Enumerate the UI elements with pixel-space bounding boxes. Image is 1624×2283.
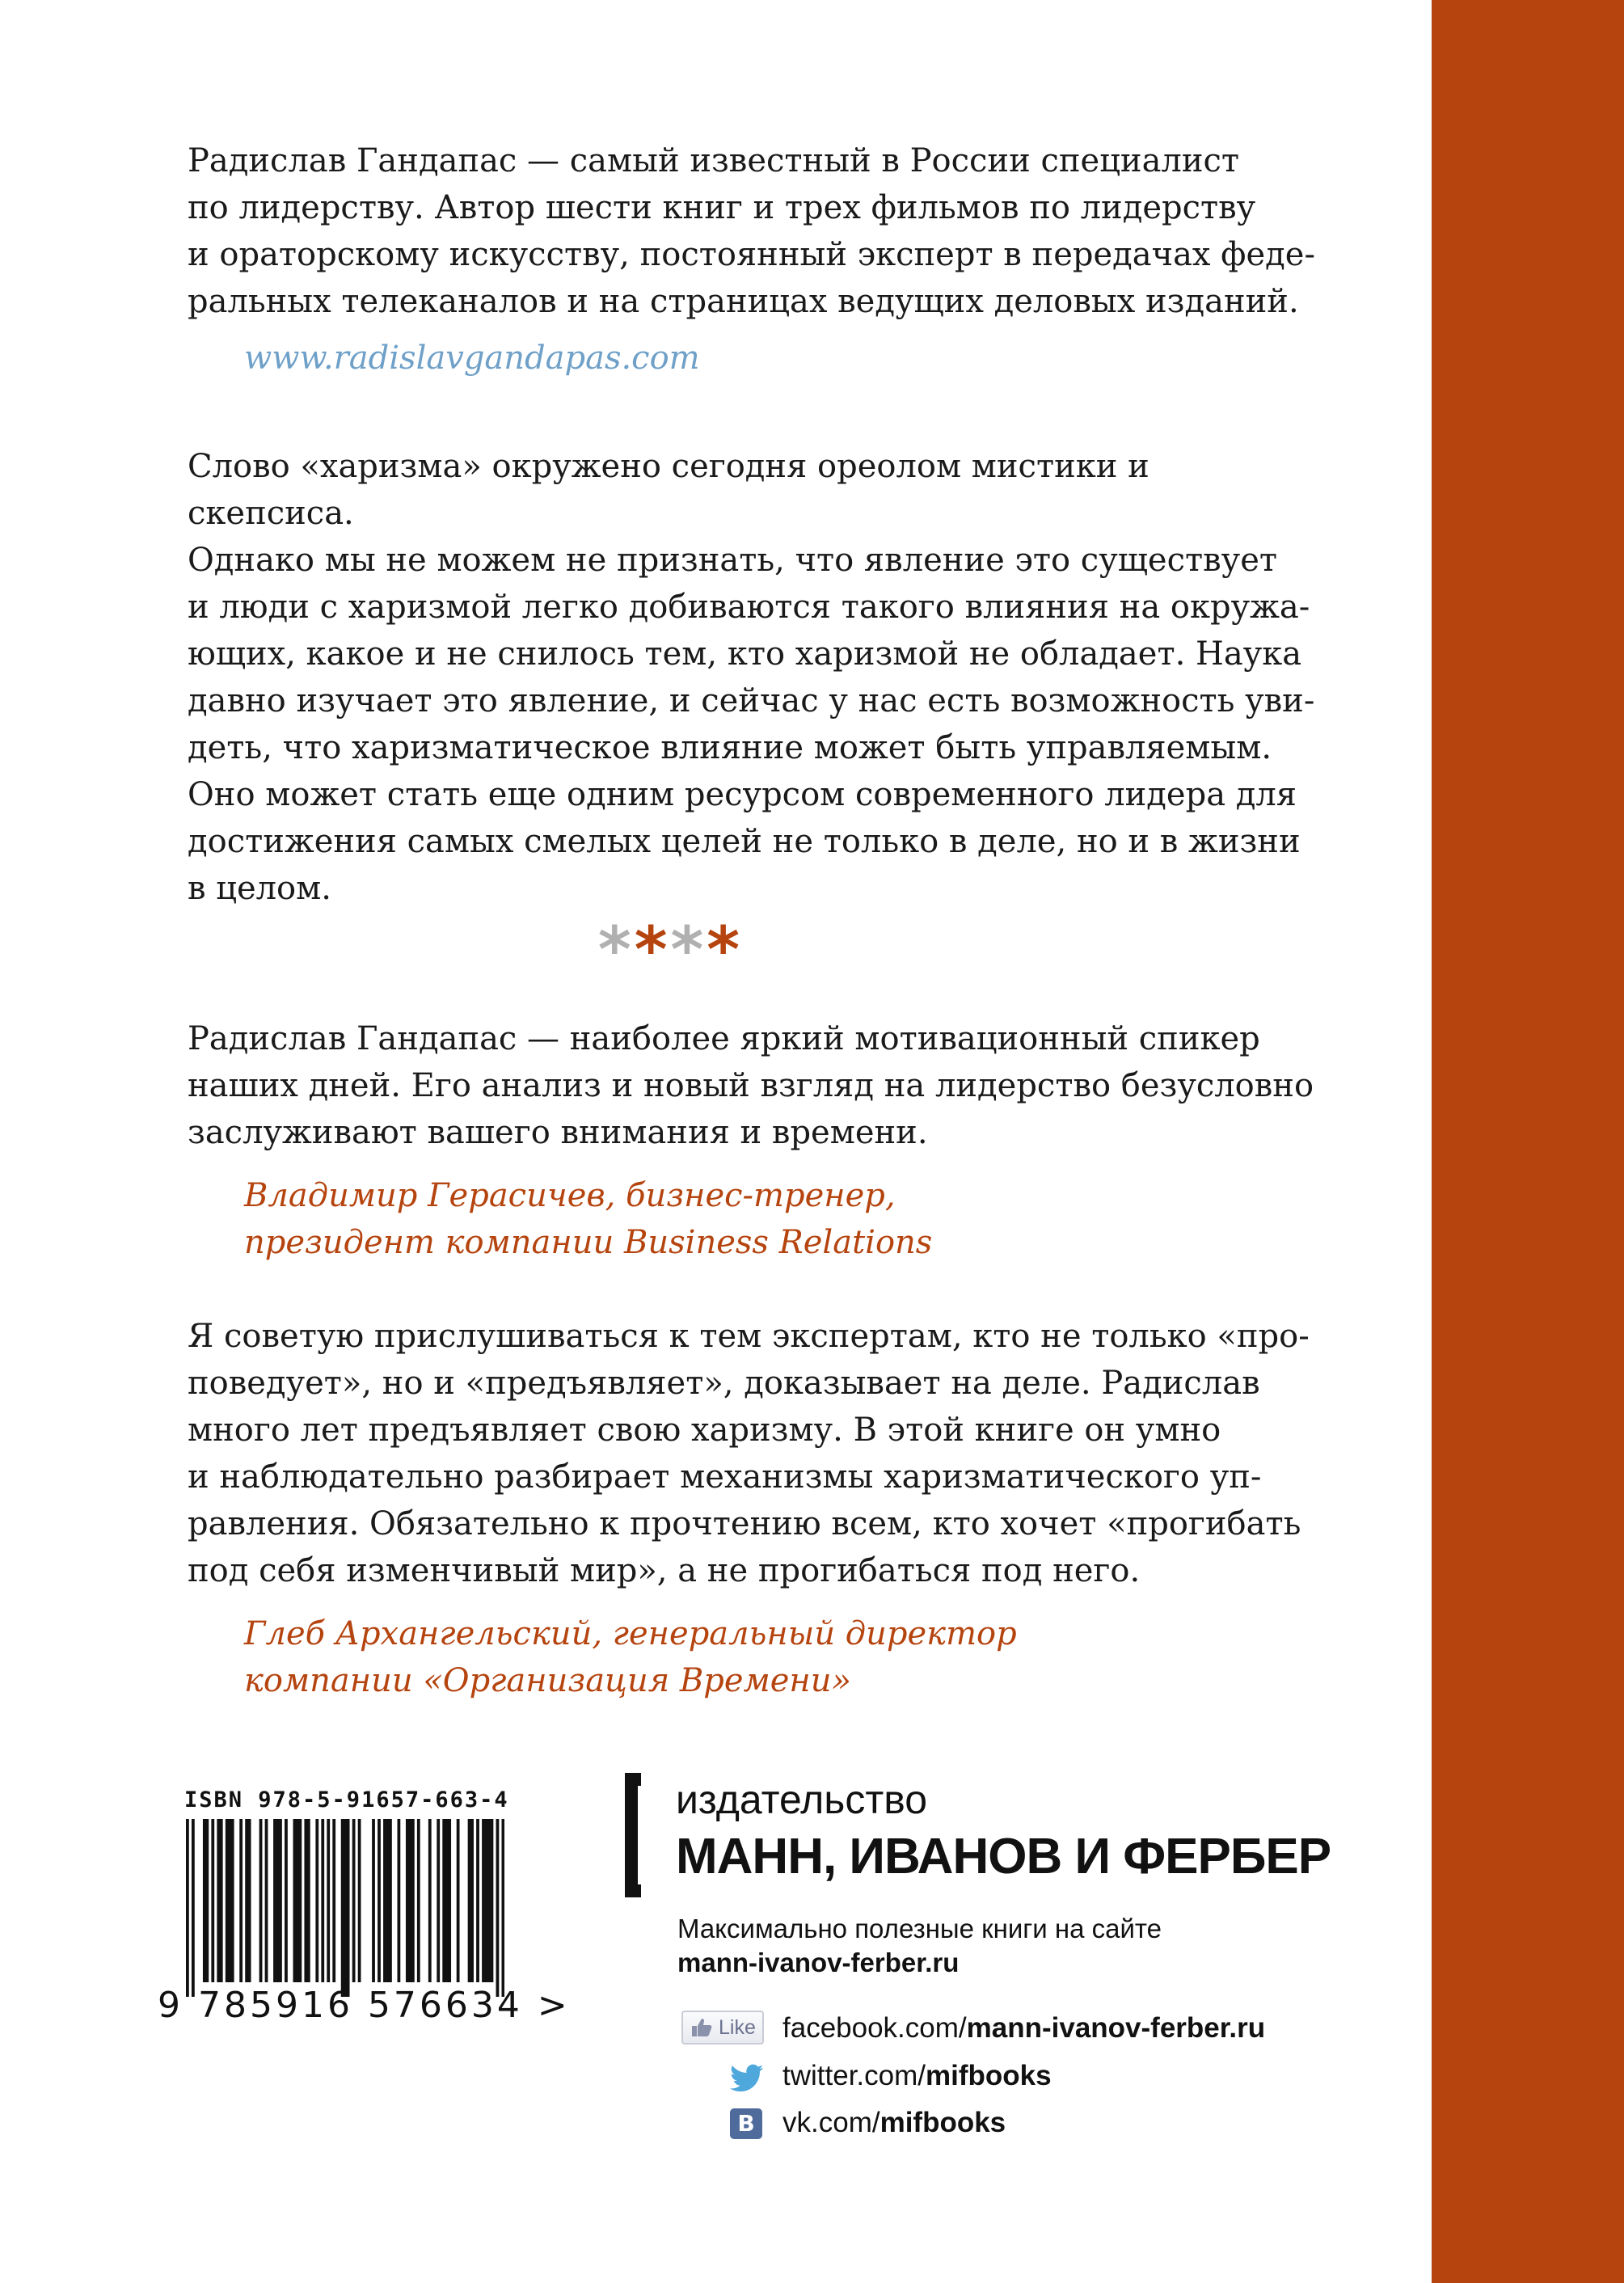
facebook-prefix: facebook.com/	[782, 2012, 967, 2044]
barcode-bar	[298, 1819, 302, 1982]
barcode-bar	[502, 1819, 504, 1997]
facebook-like-button[interactable]	[681, 2011, 764, 2045]
barcode-bar	[378, 1819, 381, 1982]
twitter-link[interactable]	[782, 2059, 1052, 2093]
barcode-bar	[417, 1819, 420, 1982]
publisher-caption: издательство	[676, 1777, 928, 1822]
author-website-link[interactable]: www.radislavgandapas.com	[244, 340, 700, 377]
barcode-bar	[437, 1819, 440, 1982]
barcode-bar	[276, 1819, 280, 1982]
barcode-bar	[332, 1819, 335, 1982]
barcode-bar	[358, 1819, 361, 1982]
barcode-bar	[307, 1819, 310, 1982]
twitter-handle: mifbooks	[925, 2060, 1052, 2091]
barcode-bar	[273, 1819, 276, 1982]
vk-link[interactable]	[782, 2106, 1006, 2140]
barcode-bar	[226, 1819, 229, 1982]
barcode-bar	[285, 1819, 288, 1982]
barcode-bar	[408, 1819, 411, 1982]
facebook-like-icon	[690, 2017, 713, 2038]
barcode-bar	[445, 1819, 449, 1982]
review-author-2: Глеб Архангельский, генеральный директор компании «Организация Времени»	[244, 1615, 1017, 1699]
back-cover-text	[188, 137, 1319, 1704]
barcode-bar	[485, 1819, 488, 1982]
barcode-bar	[239, 1819, 243, 1982]
barcode-bar	[383, 1819, 386, 1982]
review-text-1: Радислав Гандапас — наиболее яркий мотивационный спикер наших дней. Его анализ и новый взгляд на лидерство безусловно заслуживают вашего внимания и времени.	[188, 1020, 1314, 1151]
author-bio: Радислав Гандапас — самый известный в России специалист по лидерству. Автор шести книг и трех фильмов по лидерству и ораторскому искусству, постоянный эксперт в передачах феде- ральных телеканалов и на страницах ведущих деловых изданий.	[188, 142, 1315, 320]
barcode-bar	[327, 1819, 330, 1982]
star-divider-icon: *	[634, 914, 671, 987]
review-author-1: Владимир Герасичев, бизнес-тренер, президент компании Business Relations	[244, 1177, 933, 1261]
star-divider-icon: *	[670, 914, 707, 987]
barcode-bar	[315, 1819, 318, 1982]
barcode-bar	[411, 1819, 415, 1982]
vk-icon: В	[730, 2108, 762, 2139]
facebook-handle: mann-ivanov-ferber.ru	[966, 2012, 1266, 2044]
barcode-bar	[386, 1819, 390, 1982]
publisher-name: МАНН, ИВАНОВ И ФЕРБЕР	[676, 1829, 1331, 1884]
like-label: Like	[719, 2016, 756, 2039]
barcode-digits: 9 785916 576634 >	[158, 1985, 571, 2026]
barcode-bar	[259, 1819, 263, 1982]
barcode-bar	[265, 1819, 268, 1982]
barcode-bar	[457, 1819, 460, 1982]
publisher-website-link[interactable]: mann-ivanov-ferber.ru	[677, 1948, 960, 1977]
facebook-link[interactable]	[782, 2011, 1265, 2045]
barcode-bar	[496, 1819, 500, 1997]
spine-color-band	[1432, 0, 1624, 2283]
publisher-bracket-icon	[625, 1773, 641, 1897]
barcode-bar	[468, 1819, 471, 1982]
twitter-bird-icon	[730, 2064, 764, 2093]
barcode-bar	[389, 1819, 392, 1982]
vk-handle: mifbooks	[879, 2107, 1006, 2138]
barcode-bar	[228, 1819, 231, 1982]
barcode-bar	[186, 1819, 189, 1997]
barcode-bar	[487, 1819, 491, 1982]
barcode-bar	[470, 1819, 474, 1982]
book-description: Слово «харизма» окружено сегодня ореолом мистики и скепсиса. Однако мы не можем не признать, что явление это существует и люди с харизмой легко добиваются такого влияния на окружа- ющих, какое и не снилось тем, кто харизмой не обладает. Наука давно изучает это явление, и сейчас у нас есть возможность уви- деть, что харизматическое влияние может быть управляемым. Оно может стать еще одним ресурсом современного лидера для достижения самых смелых целей не только в деле, но и в жизни в целом.	[188, 448, 1315, 907]
isbn-label: ISBN 978-5-91657-663-4	[184, 1787, 509, 1812]
barcode-bar	[217, 1819, 220, 1982]
barcode-bar	[245, 1819, 248, 1982]
barcode-bar	[321, 1819, 324, 1982]
review-text-2: Я советую прислушиваться к тем экспертам, кто не только «про- поведует», но и «предъявляет», доказывает на деле. Радислав много лет предъявляет свою харизму. В этой книге он умно и наблюдательно разбирает механизмы харизматического уп- равления. Обязательно к прочтению всем, кто хочет «прогибать под себя изменчивый мир», а не прогибаться под него.	[188, 1318, 1310, 1589]
publisher-tagline: Максимально полезные книги на сайте	[677, 1914, 1162, 1943]
barcode-bar	[398, 1819, 401, 1982]
star-divider-icon: *	[707, 914, 744, 987]
vk-prefix: vk.com/	[782, 2107, 880, 2138]
barcode-bar	[442, 1819, 445, 1982]
barcode-bar	[211, 1819, 214, 1982]
barcode-bar	[220, 1819, 223, 1982]
star-divider	[188, 914, 1154, 987]
barcode-bar	[279, 1819, 282, 1982]
barcode-bar	[231, 1819, 234, 1982]
barcode-bar	[293, 1819, 297, 1982]
barcode-bar	[347, 1819, 350, 1997]
barcode-bar	[344, 1819, 347, 1997]
barcode-bar	[304, 1819, 307, 1982]
barcode-bar	[428, 1819, 432, 1982]
barcode-bar	[341, 1819, 344, 1997]
barcode-bar	[372, 1819, 375, 1982]
twitter-prefix: twitter.com/	[782, 2060, 926, 2091]
barcode-bar	[296, 1819, 299, 1982]
barcode-bar	[476, 1819, 479, 1982]
star-divider-icon: *	[597, 914, 635, 987]
barcode-bar	[248, 1819, 251, 1982]
isbn-barcode	[186, 1819, 504, 1997]
barcode-bar	[203, 1819, 206, 1982]
barcode-bar	[352, 1819, 356, 1982]
barcode-bar	[406, 1819, 409, 1982]
barcode-bar	[448, 1819, 451, 1982]
barcode-bar	[205, 1819, 209, 1982]
barcode-bar	[482, 1819, 485, 1982]
barcode-bar	[192, 1819, 195, 1997]
barcode-bar	[491, 1819, 494, 1982]
